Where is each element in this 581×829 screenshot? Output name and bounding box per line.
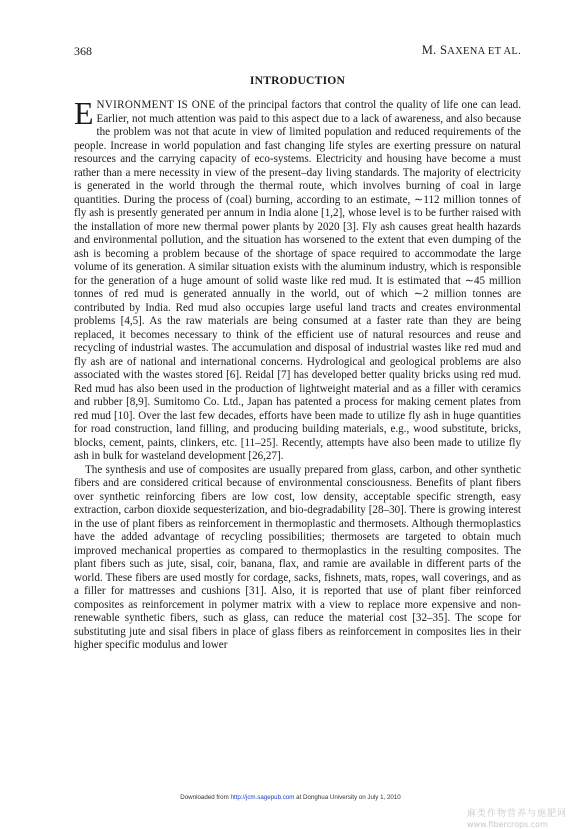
body-text	[74, 95, 521, 653]
drop-cap: E	[74, 95, 94, 131]
footer-suffix: at Donghua University on July 1, 2010	[294, 794, 401, 801]
running-head-smallcaps: AXENA ET AL.	[447, 46, 521, 57]
section-title: INTRODUCTION	[249, 74, 346, 87]
lead-in-smallcaps: NVIRONMENT IS ONE	[96, 99, 216, 111]
footer-link[interactable]: http://jcm.sagepub.com	[230, 794, 295, 801]
paragraph-1	[74, 95, 521, 464]
watermark-url: www.fibercrops.com	[466, 820, 548, 829]
page-number: 368	[74, 44, 92, 58]
paragraph-2	[74, 464, 521, 653]
watermark-chinese: 麻类作物营养与施肥网	[466, 809, 567, 819]
running-head	[422, 43, 521, 58]
download-footer	[0, 794, 581, 801]
running-head-initial: M. S	[421, 43, 448, 57]
footer-prefix: Downloaded from	[180, 794, 231, 801]
paragraph-2-text: The synthesis and use of composites are usually prepared from glass, carbon, and other synthetic fibers and are considered critical because of environmental consciousness. Benefits of plant fibers over synthetic reinforcing fibers are low cost, low density, acceptable specific strength, easy extraction, carbon dioxide sequesterization, and bio-degradability [28–30]. There is growing interest in the use of plant fibers as reinforcement in thermoplastic and thermosets. Although thermoplastics have the added advantage of recycling possibilities; thermosets are targeted to obtain much improved mechanical properties as compared to thermoplastics in the resulting composites. The plant fibers such as jute, sisal, coir, banana, flax, and ramie are available in different parts of the world. These fibers are used mostly for cordage, sacks, fishnets, mats, ropes, wall coverings, and as a filler for mattresses and cushions [31]. Also, it is reported that use of plant fiber reinforced composites as reinforcement in polymer matrix with a view to replace more expensive and non-renewable synthetic fibers, such as glass, can reduce the material cost [32–35]. The scope for substituting jute and sisal fibers in place of glass fibers as reinforcement in composites lies in their higher specific modulus and lower	[74, 463, 521, 651]
watermark	[467, 806, 567, 829]
paragraph-1-text: of the principal factors that control the quality of life one can lead. Earlier, not much attention was paid to this aspect due to a lack of awareness, and also because the problem was not that acute in view of limited population and reduced requirements of the people. Increase in world population and fast changing life styles are exerting pressure on natural resources and the carrying capacity of eco-systems. Electricity and housing have become a must rather than a mere necessity in view of the present–day living standards. The majority of electricity is generated in the world through the thermal route, which involves burning of coal in large quantities. During the process of (coal) burning, according to an estimate, ∼112 million tonnes of fly ash is presently generated per annum in India alone [1,2], whose level is to be further raised with the installation of more new thermal power plants by 2020 [3]. Fly ash causes great health hazards and environmental pollution, and the situation has worsened to the extent that even dumping of the ash is becoming a problem because of the shortage of space required to accommodate the large volume of its generation. A similar situation exists with the aluminum industry, which is responsible for the generation of a huge amount of solid waste like red mud. It is estimated that ∼45 million tonnes of red mud is generated annually in the world, out of which ∼2 million tonnes are contributed by India. Red mud also occupies large useful land tracts and creates environmental problems [4,5]. As the raw materials are being consumed at a faster rate than they are being replaced, it becomes necessary to think of the efficient use of natural resources and reuse and recycling of industrial wastes. The accumulation and disposal of industrial wastes like red mud and fly ash are of national and international concerns. Hydrological and geological problems are also associated with the wastes stored [6]. Reidal [7] has developed better quality bricks using red mud. Red mud has also been used in the production of lightweight material and as a filler with ceramics and rubber [8,9]. Sumitomo Co. Ltd., Japan has patented a process for making cement plates from red mud [10]. Over the last few decades, efforts have been made to utilize fly ash in huge quantities for road construction, land filling, and producing building materials, e.g., wood substitute, bricks, blocks, cement, paints, clinkers, etc. [11–25]. Recently, attempts have also been made to utilize fly ash in bulk for wasteland development [26,27].	[74, 99, 521, 462]
